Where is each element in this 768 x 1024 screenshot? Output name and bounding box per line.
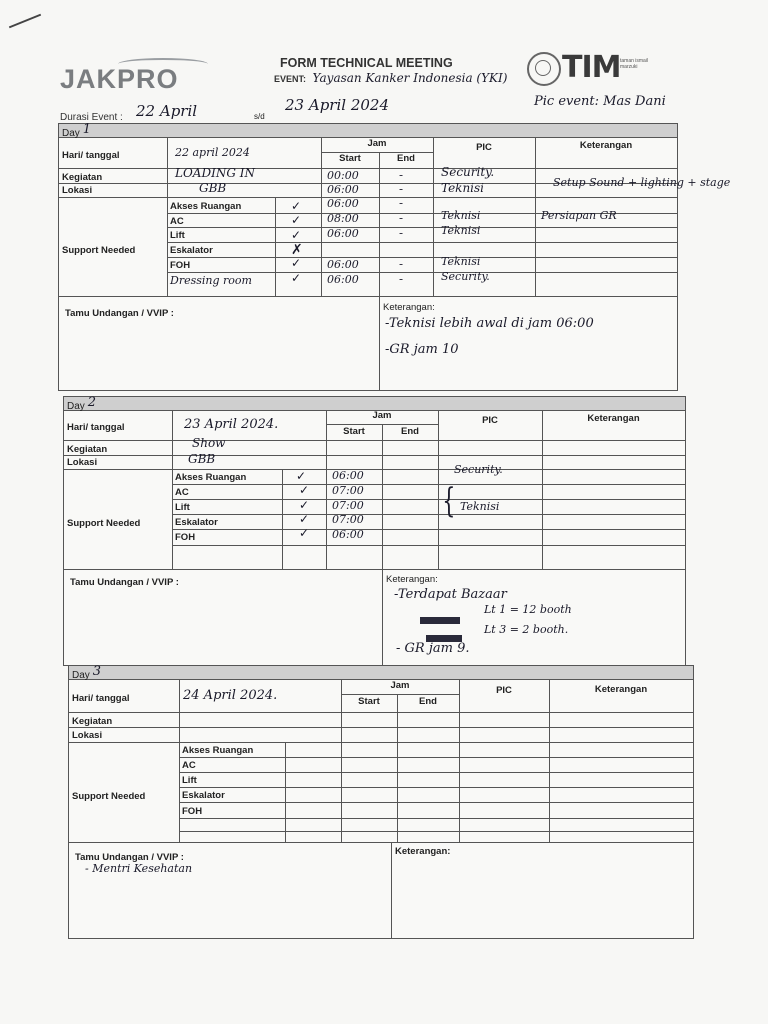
tim-logo-subtitle: taman ismail marzuki xyxy=(620,58,649,70)
event-label: EVENT: xyxy=(274,74,307,84)
day2-pic-security: Security. xyxy=(454,463,503,476)
day2-section xyxy=(63,396,686,666)
day2-akses-check-icon: ✓ xyxy=(296,469,307,483)
day2-number: 2 xyxy=(87,395,97,410)
day2-pic-header: PIC xyxy=(482,415,498,426)
day1-kegiatan: LOADING IN xyxy=(175,166,255,180)
day2-lift-check-icon: ✓ xyxy=(299,498,310,512)
day2-keterangan-header: Keterangan xyxy=(587,413,640,424)
tim-seal-icon xyxy=(527,52,561,86)
day1-tamu-label: Tamu Undangan / VVIP : xyxy=(65,308,174,319)
day2-eskalator-start: 07:00 xyxy=(332,513,364,526)
day3-akses-label: Akses Ruangan xyxy=(182,745,254,756)
day2-keterangan-label: Keterangan: xyxy=(386,574,438,585)
day2-header xyxy=(64,397,685,411)
day2-note-4: - GR jam 9. xyxy=(396,641,470,656)
day1-section xyxy=(58,122,731,391)
day1-keterangan-header: Keterangan xyxy=(579,140,633,151)
day1-ac-label: AC xyxy=(170,216,184,227)
day1-kegiatan-end: - xyxy=(399,168,404,182)
day1-label: Day 1 xyxy=(62,122,92,139)
day1-start-header: Start xyxy=(339,153,361,164)
day2-foh-check-icon: ✓ xyxy=(299,526,310,540)
day1-lokasi-end: - xyxy=(399,182,404,196)
day1-jam-header: Jam xyxy=(367,138,387,149)
day1-kegiatan-pic: Security. xyxy=(441,165,495,179)
day3-lift-label: Lift xyxy=(182,775,197,786)
day2-hari-tanggal-label: Hari/ tanggal xyxy=(67,422,125,433)
day2-kegiatan: Show xyxy=(192,436,226,450)
day1-foh-check-icon: ✓ xyxy=(291,256,302,270)
day2-note-3: Lt 3 = 2 booth. xyxy=(484,623,569,636)
day3-jam-header: Jam xyxy=(390,680,410,691)
day1-pic-header: PIC xyxy=(476,142,492,153)
day1-akses-start: 06:00 xyxy=(327,197,359,210)
day1-lift-pic: Teknisi xyxy=(441,224,481,237)
day1-kegiatan-start: 00:00 xyxy=(327,169,359,182)
day1-kegiatan-label: Kegiatan xyxy=(62,172,103,183)
day2-lokasi-label: Lokasi xyxy=(67,457,98,468)
day3-eskalator-label: Eskalator xyxy=(182,790,225,801)
day1-lokasi: GBB xyxy=(199,181,227,195)
day2-foh-label: FOH xyxy=(175,532,196,543)
day1-hari-tanggal-label: Hari/ tanggal xyxy=(62,150,120,161)
durasi-end: 23 April 2024 xyxy=(285,96,389,114)
day1-foh-pic: Teknisi xyxy=(441,255,481,268)
day1-ac-keterangan: Persiapan GR xyxy=(541,209,617,222)
day2-note-2: Lt 1 = 12 booth xyxy=(484,603,572,616)
day1-lokasi-start: 06:00 xyxy=(327,183,359,196)
day2-ac-label: AC xyxy=(175,487,189,498)
pen-mark xyxy=(9,14,41,29)
day2-ac-check-icon: ✓ xyxy=(299,483,310,497)
day3-number: 3 xyxy=(92,664,102,679)
day3-kegiatan-label: Kegiatan xyxy=(72,716,113,727)
day2-akses-label: Akses Ruangan xyxy=(175,472,247,483)
day1-support-label: Support Needed xyxy=(62,245,136,256)
day2-support-label: Support Needed xyxy=(67,518,141,529)
day1-dressing-check-icon: ✓ xyxy=(291,271,302,285)
day1-lokasi-label: Lokasi xyxy=(62,185,93,196)
day1-ac-end: - xyxy=(399,211,404,225)
day2-kegiatan-label: Kegiatan xyxy=(67,444,108,455)
day2-date: 23 April 2024. xyxy=(184,417,279,432)
day2-lift-start: 07:00 xyxy=(332,499,364,512)
day3-support-label: Support Needed xyxy=(72,791,146,802)
day1-lift-label: Lift xyxy=(170,230,185,241)
day3-date: 24 April 2024. xyxy=(183,688,278,703)
day2-foh-start: 06:00 xyxy=(332,528,364,541)
day3-ac-label: AC xyxy=(182,760,196,771)
day3-hari-tanggal-label: Hari/ tanggal xyxy=(72,693,130,704)
day1-foh-label: FOH xyxy=(170,260,191,271)
event-line xyxy=(274,71,507,85)
day1-eskalator-label: Eskalator xyxy=(170,245,213,256)
day1-lift-end: - xyxy=(399,226,404,240)
day1-ac-check-icon: ✓ xyxy=(291,213,302,227)
day2-note-1: -Terdapat Bazaar xyxy=(394,587,507,602)
day3-pic-header: PIC xyxy=(496,685,512,696)
sd-label: s/d xyxy=(254,112,265,121)
day1-dressing-label: Dressing room xyxy=(170,274,252,287)
day1-lokasi-pic: Teknisi xyxy=(441,181,485,195)
jakpro-logo: JAKPRO xyxy=(60,64,179,94)
day1-note-1: -Teknisi lebih awal di jam 06:00 xyxy=(385,316,594,331)
day1-number: 1 xyxy=(82,122,92,137)
day1-note-2: -GR jam 10 xyxy=(385,342,459,357)
event-value: Yayasan Kanker Indonesia (YKI) xyxy=(312,71,508,85)
day2-akses-start: 06:00 xyxy=(332,469,364,482)
day3-keterangan-label: Keterangan: xyxy=(395,846,451,857)
logo-swoosh-icon xyxy=(118,58,208,70)
day2-ac-start: 07:00 xyxy=(332,484,364,497)
day3-start-header: Start xyxy=(358,696,380,707)
day1-ac-start: 08:00 xyxy=(327,212,359,225)
durasi-start: 22 April xyxy=(136,102,198,120)
day2-end-header: End xyxy=(401,426,419,437)
day1-dressing-pic: Security. xyxy=(441,270,490,283)
pic-event: Pic event: Mas Dani xyxy=(534,94,666,109)
day2-scribble xyxy=(420,617,460,624)
day3-section xyxy=(68,665,694,939)
day2-eskalator-check-icon: ✓ xyxy=(299,512,310,526)
day1-lift-check-icon: ✓ xyxy=(291,228,302,242)
day1-akses-end: - xyxy=(399,196,404,210)
day1-dressing-start: 06:00 xyxy=(327,273,359,286)
day1-dressing-end: - xyxy=(399,272,404,286)
day3-end-header: End xyxy=(419,696,437,707)
day2-start-header: Start xyxy=(343,426,365,437)
tim-logo: TIM xyxy=(562,50,621,85)
durasi-label: Durasi Event : xyxy=(60,112,123,123)
day2-lift-label: Lift xyxy=(175,502,190,513)
day1-end-header: End xyxy=(397,153,415,164)
day3-tamu-value: - Mentri Kesehatan xyxy=(85,862,193,875)
day1-header xyxy=(59,124,677,138)
day1-date: 22 april 2024 xyxy=(175,146,250,159)
day1-eskalator-cross-icon: ✗ xyxy=(291,241,303,257)
day2-brace-icon: { xyxy=(442,481,456,521)
day3-label: Day 3 xyxy=(72,664,102,681)
day2-lokasi: GBB xyxy=(188,452,216,466)
day1-lift-start: 06:00 xyxy=(327,227,359,240)
form-title: FORM TECHNICAL MEETING xyxy=(280,56,453,70)
day3-header xyxy=(69,666,693,680)
day3-foh-label: FOH xyxy=(182,806,203,817)
day1-lokasi-keterangan: Setup Sound + lighting + stage xyxy=(553,176,731,189)
day3-tamu-label: Tamu Undangan / VVIP : xyxy=(75,852,184,863)
day1-ac-pic: Teknisi xyxy=(441,209,481,222)
day2-pic-teknisi: Teknisi xyxy=(460,500,500,513)
day1-keterangan-label: Keterangan: xyxy=(383,302,435,313)
day1-akses-label: Akses Ruangan xyxy=(170,201,242,212)
day2-label: Day 2 xyxy=(67,395,97,412)
day1-foh-start: 06:00 xyxy=(327,258,359,271)
day3-keterangan-header: Keterangan xyxy=(594,684,648,695)
day2-tamu-label: Tamu Undangan / VVIP : xyxy=(70,577,179,588)
day2-eskalator-label: Eskalator xyxy=(175,517,218,528)
day3-lokasi-label: Lokasi xyxy=(72,730,103,741)
day1-foh-end: - xyxy=(399,257,404,271)
day2-jam-header: Jam xyxy=(372,410,392,421)
day1-akses-check-icon: ✓ xyxy=(291,199,302,213)
